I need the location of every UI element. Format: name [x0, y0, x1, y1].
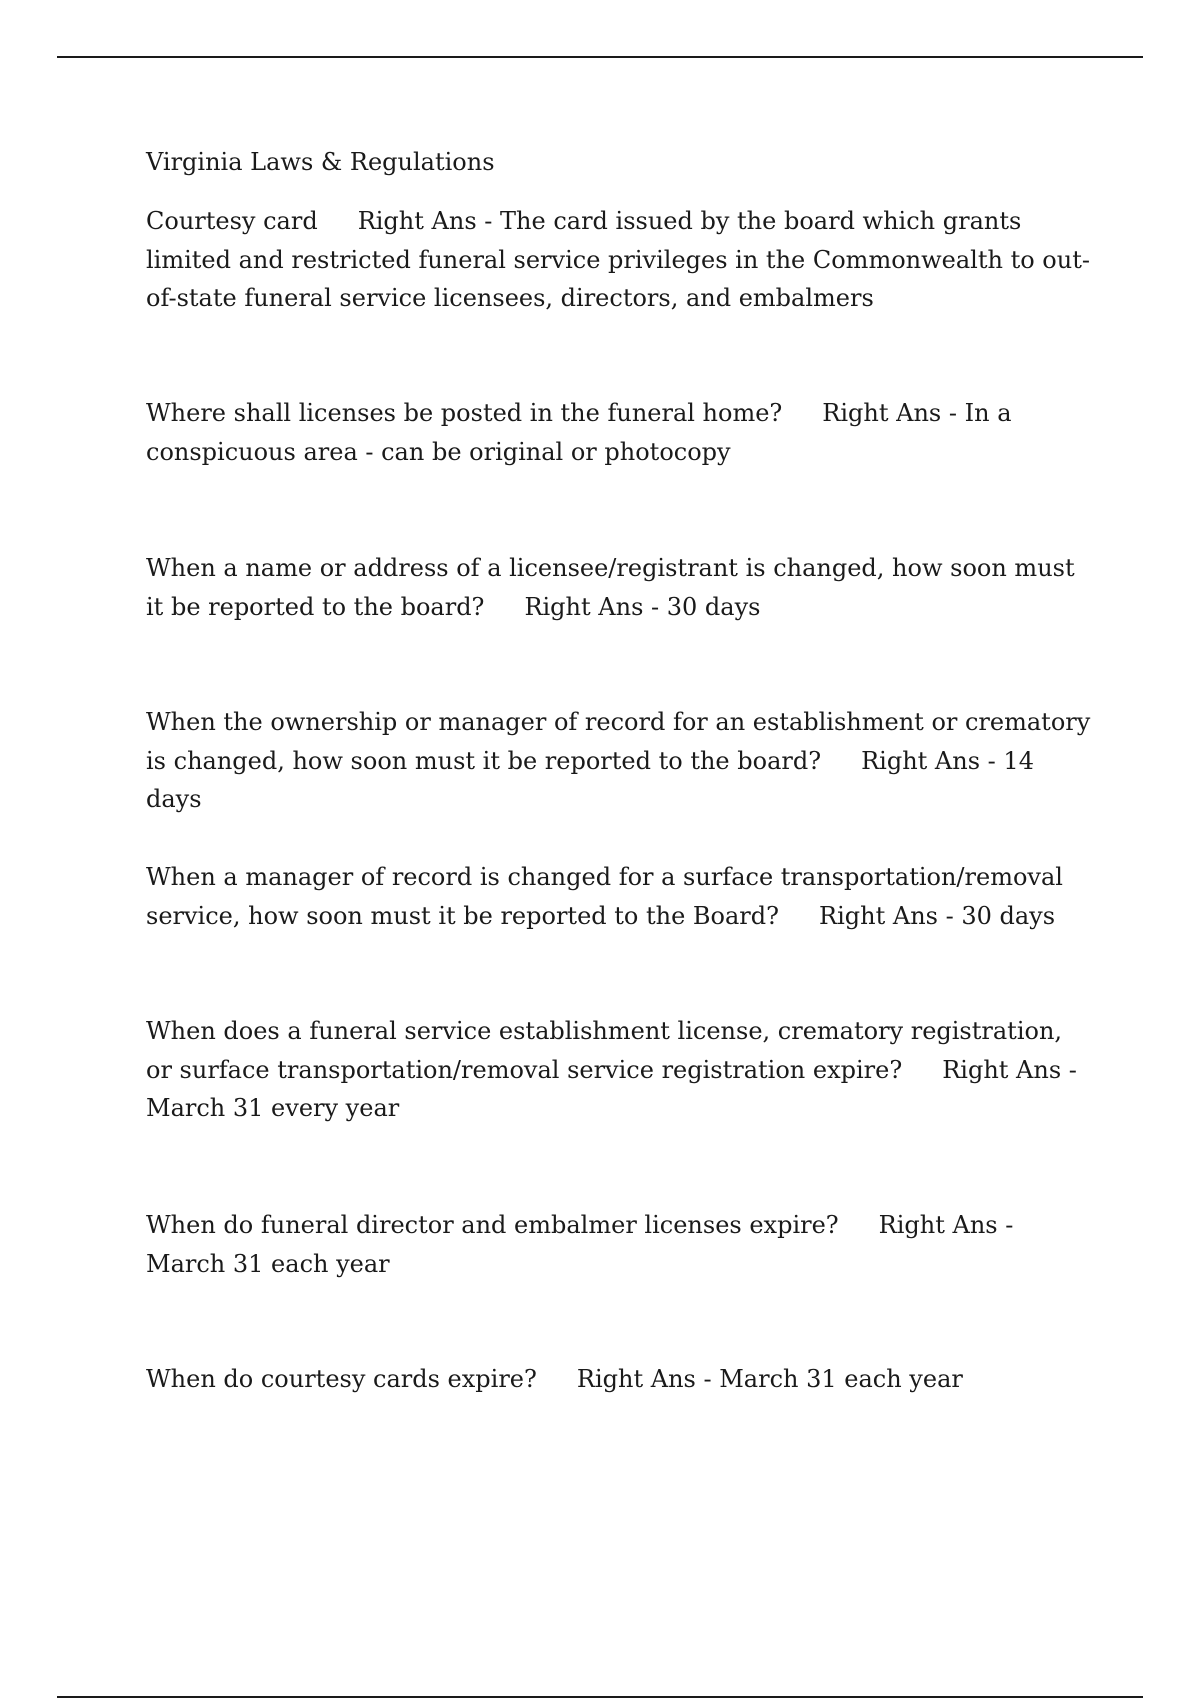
answer-label: Right Ans - — [524, 592, 660, 621]
answer-text: March 31 each year — [719, 1365, 963, 1393]
answer-text: The card issued by the board which grants limited and restricted funeral service privileges in the Commonwealth to out-of-state funeral service licensees, directors, and embalmers — [146, 207, 1090, 312]
qa-item — [146, 1206, 1091, 1283]
answer-text: March 31 each year — [146, 1249, 390, 1278]
answer-text: In a conspicuous area - can be original or photocopy — [146, 399, 1012, 466]
qa-item — [146, 703, 1091, 819]
answer-label: Right Ans - — [357, 207, 493, 235]
answer-label: Right Ans - — [576, 1365, 712, 1393]
answer-text: 30 days — [961, 901, 1056, 930]
answer-label: Right Ans - — [942, 1055, 1077, 1084]
answer-label: Right Ans - — [819, 901, 954, 930]
document-title: Virginia Laws & Regulations — [146, 148, 495, 176]
qa-item — [146, 1360, 1091, 1399]
question-text: When do funeral director and embalmer licenses expire? — [146, 1211, 839, 1239]
qa-item — [146, 858, 1091, 935]
qa-item — [146, 394, 1091, 471]
answer-label: Right Ans - — [861, 746, 996, 775]
answer-text: 30 days — [666, 592, 761, 621]
answer-label: Right Ans - — [878, 1211, 1014, 1239]
qa-item — [146, 549, 1091, 626]
qa-item — [146, 1012, 1091, 1128]
question-text: When the ownership or manager of record for an establishment or crematory is changed, how soon must it be reported to the board? — [146, 708, 1091, 775]
question-text: When does a funeral service establishment license, crematory registration, or surface transportation/removal service registration expire? — [146, 1017, 1063, 1084]
header-divider — [57, 56, 1143, 58]
footer-divider — [57, 1696, 1143, 1698]
question-text: Where shall licenses be posted in the funeral home? — [146, 399, 783, 427]
question-text: When do courtesy cards expire? — [146, 1365, 537, 1393]
answer-label: Right Ans - — [822, 399, 957, 427]
question-text: When a name or address of a licensee/registrant is changed, how soon must it be reported to the board? — [146, 554, 1075, 621]
qa-item — [146, 202, 1091, 318]
question-text: When a manager of record is changed for a surface transportation/removal service, how soon must it be reported to the Board? — [146, 863, 1063, 930]
question-text: Courtesy card — [146, 207, 318, 235]
answer-text: 14 days — [146, 746, 1034, 813]
answer-text: March 31 every year — [146, 1094, 400, 1122]
